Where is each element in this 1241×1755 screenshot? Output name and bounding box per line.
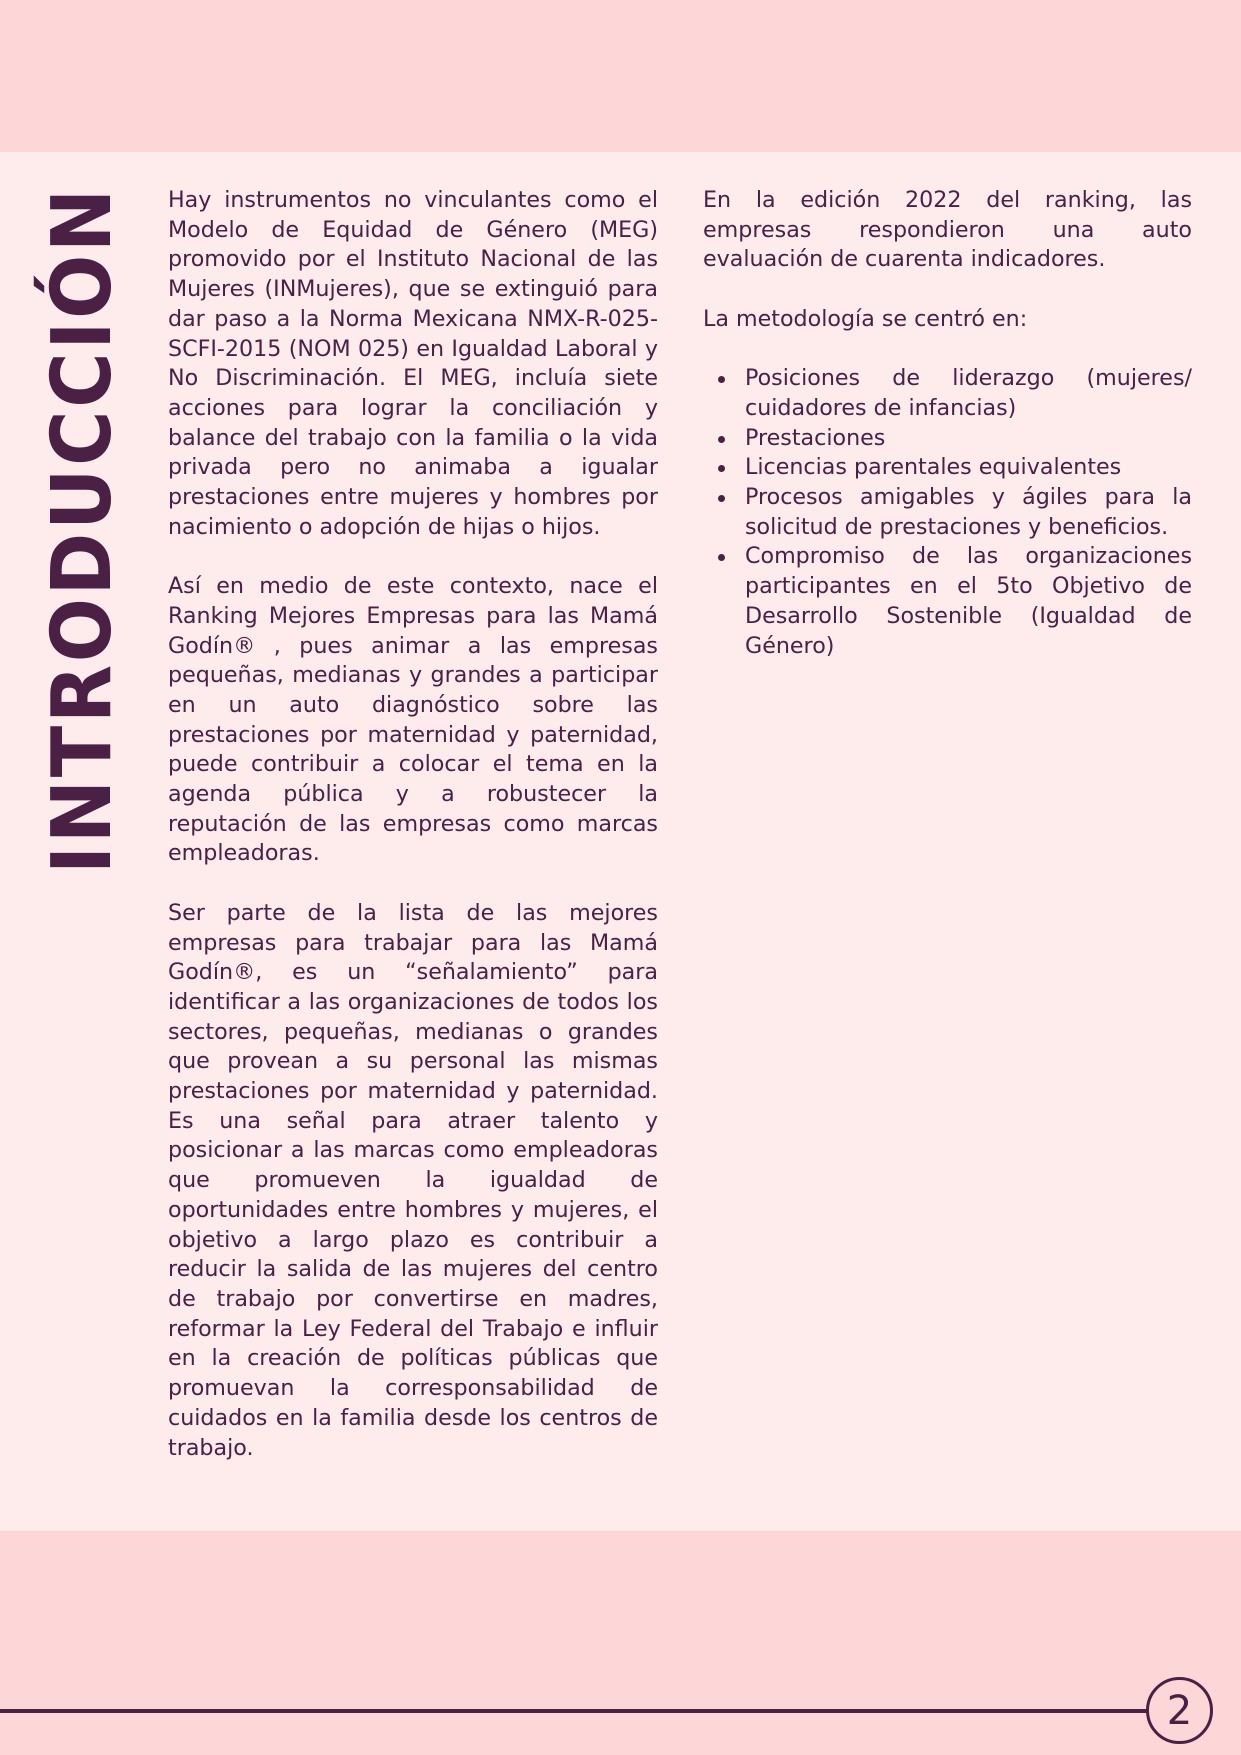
paragraph-lista: Ser parte de la lista de las mejores empresas para trabajar para las Mamá Godín®, es un “señalamiento” para identificar a las organizaciones de todos los sectores, pequeñas, medianas o grandes que provean a su personal las mismas prestaciones por maternidad y paternidad. Es una señal para atraer talento y posicionar a las marcas como empleadoras que promueven la igualdad de oportunidades entre hombres y mujeres, el objetivo a largo plazo es contribuir a reducir la salida de las mujeres del centro de trabajo por convertirse en madres, reformar la Ley Federal del Trabajo e influir en la creación de políticas públicas que promuevan la corresponsabilidad de cuidados en la familia desde los centros de trabajo. [168, 899, 658, 1461]
list-item: Compromiso de las organizaciones participantes en el 5to Objetivo de Desarrollo Sostenible (Igualdad de Género) [703, 542, 1192, 661]
page-title-text: INTRODUCCIÓN [35, 186, 130, 874]
list-item: Licencias parentales equivalentes [703, 453, 1192, 483]
page-title [35, 186, 130, 874]
list-item: Prestaciones [703, 424, 1192, 454]
left-column [168, 186, 658, 1493]
paragraph-edicion: En la edición 2022 del ranking, las empresas respondieron una auto evaluación de cuarenta indicadores. [703, 187, 1192, 273]
methodology-list [703, 364, 1192, 661]
methodology-heading: La metodología se centró en: [703, 305, 1028, 332]
page-number-badge [1146, 1677, 1213, 1744]
list-item: Procesos amigables y ágiles para la solicitud de prestaciones y beneficios. [703, 483, 1192, 542]
list-item: Posiciones de liderazgo (mujeres/ cuidadores de infancias) [703, 364, 1192, 423]
paragraph-ranking: Así en medio de este contexto, nace el Ranking Mejores Empresas para las Mamá Godín® , pues animar a las empresas pequeñas, medianas y grandes a participar en un auto diagnóstico sobre las prestaciones por maternidad y paternidad, puede contribuir a colocar el tema en la agenda pública y a robustecer la reputación de las empresas como marcas empleadoras. [168, 573, 658, 867]
page-number: 2 [1166, 1687, 1193, 1734]
footer-divider [0, 1709, 1148, 1713]
right-column [703, 186, 1192, 661]
header-band [0, 0, 1241, 152]
paragraph-meg: Hay instrumentos no vinculantes como el Modelo de Equidad de Género (MEG) promovido por el Instituto Nacional de las Mujeres (INMujeres), que se extinguió para dar paso a la Norma Mexicana NMX-R-025-SCFI-2015 (NOM 025) en Igualdad Laboral y No Discriminación. El MEG, incluía siete acciones para lograr la conciliación y balance del trabajo con la familia o la vida privada pero no animaba a igualar prestaciones entre mujeres y hombres por nacimiento o adopción de hijas o hijos. [168, 187, 658, 540]
